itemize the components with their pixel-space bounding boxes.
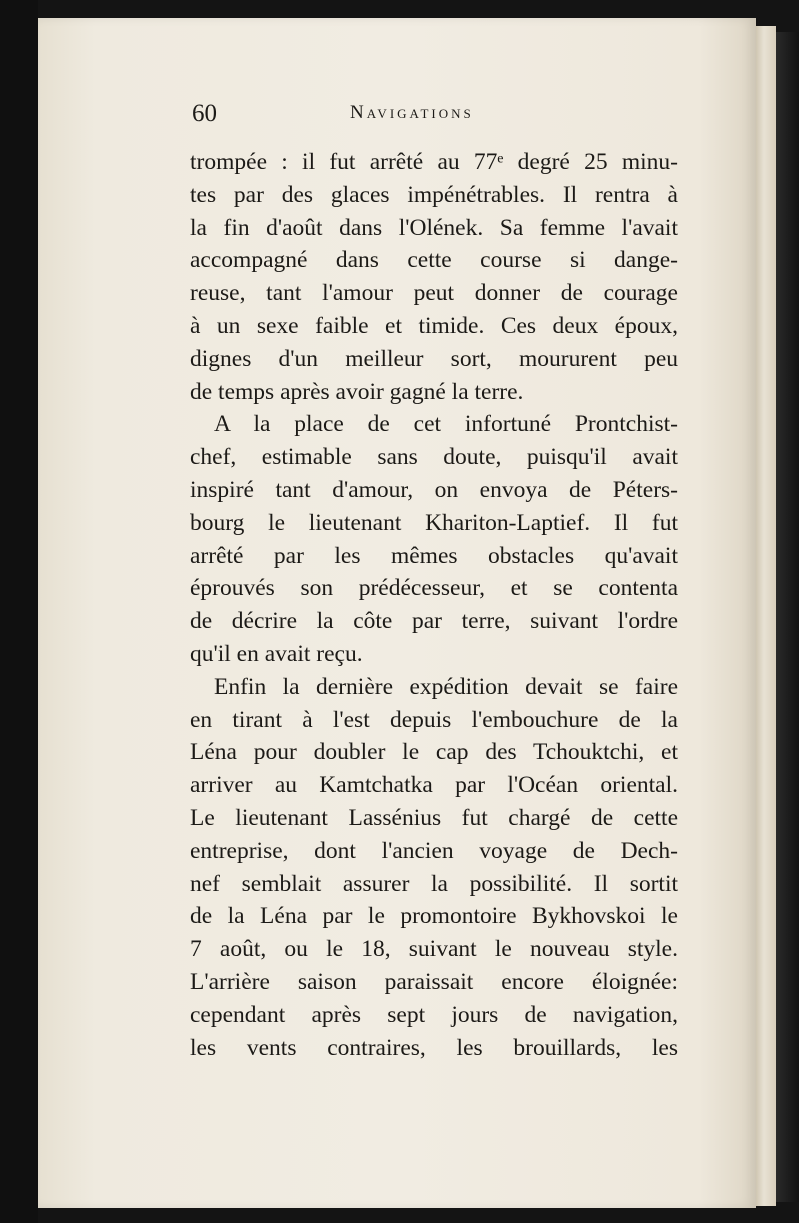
text-line: arrêté par les mêmes obstacles qu'avait [190,542,678,569]
text-line: de la Léna par le promontoire Bykhovskoi le [190,903,678,930]
page-header [192,100,682,132]
page-number: 60 [192,100,217,127]
text-line: chef, estimable sans doute, puisqu'il avait [190,444,678,471]
paragraph [190,408,678,670]
text-line: 7 août, ou le 18, suivant le nouveau style. [190,936,678,963]
text-line: la fin d'août dans l'Olének. Sa femme l'avait [190,214,678,241]
text-line: en tirant à l'est depuis l'embouchure de la [190,706,678,733]
text-line: de temps après avoir gagné la terre. [190,378,524,405]
text-line: inspiré tant d'amour, on envoya de Péters- [190,476,678,503]
page-edge [756,26,776,1206]
text-line: entreprise, dont l'ancien voyage de Dech- [190,837,678,864]
text-line: les vents contraires, les brouillards, les [190,1034,678,1061]
running-title: Navigations [350,102,474,123]
text-line: éprouvés son prédécesseur, et se contenta [190,575,678,602]
text-line: qu'il en avait reçu. [190,640,363,667]
text-line: bourg le lieutenant Khariton-Laptief. Il fut [190,509,678,536]
text-line: Léna pour doubler le cap des Tchouktchi, et [190,739,678,766]
text-line: cependant après sept jours de navigation, [190,1001,678,1028]
text-line: Enfin la dernière expédition devait se faire [214,673,678,700]
text-line: trompée : il fut arrêté au 77ᵉ degré 25 minu- [190,149,678,175]
book-cover-edge [776,32,799,1202]
text-line: accompagné dans cette course si dange- [190,247,678,274]
text-line: à un sexe faible et timide. Ces deux époux, [190,312,678,339]
text-line: nef semblait assurer la possibilité. Il sortit [190,870,678,897]
body-text [190,146,678,1064]
text-line: arriver au Kamtchatka par l'Océan oriental. [190,772,678,799]
text-line: reuse, tant l'amour peut donner de courage [190,280,678,307]
paragraph [190,146,678,408]
text-line: de décrire la côte par terre, suivant l'ordre [190,608,678,635]
text-line: Le lieutenant Lassénius fut chargé de cette [190,804,678,831]
text-line: L'arrière saison paraissait encore éloignée: [190,968,678,995]
text-line: tes par des glaces impénétrables. Il rentra à [190,181,678,208]
book-gutter-shadow [0,0,38,1223]
text-line: A la place de cet infortuné Prontchist- [214,411,678,438]
paragraph [190,671,678,1065]
text-line: dignes d'un meilleur sort, moururent peu [190,345,678,372]
